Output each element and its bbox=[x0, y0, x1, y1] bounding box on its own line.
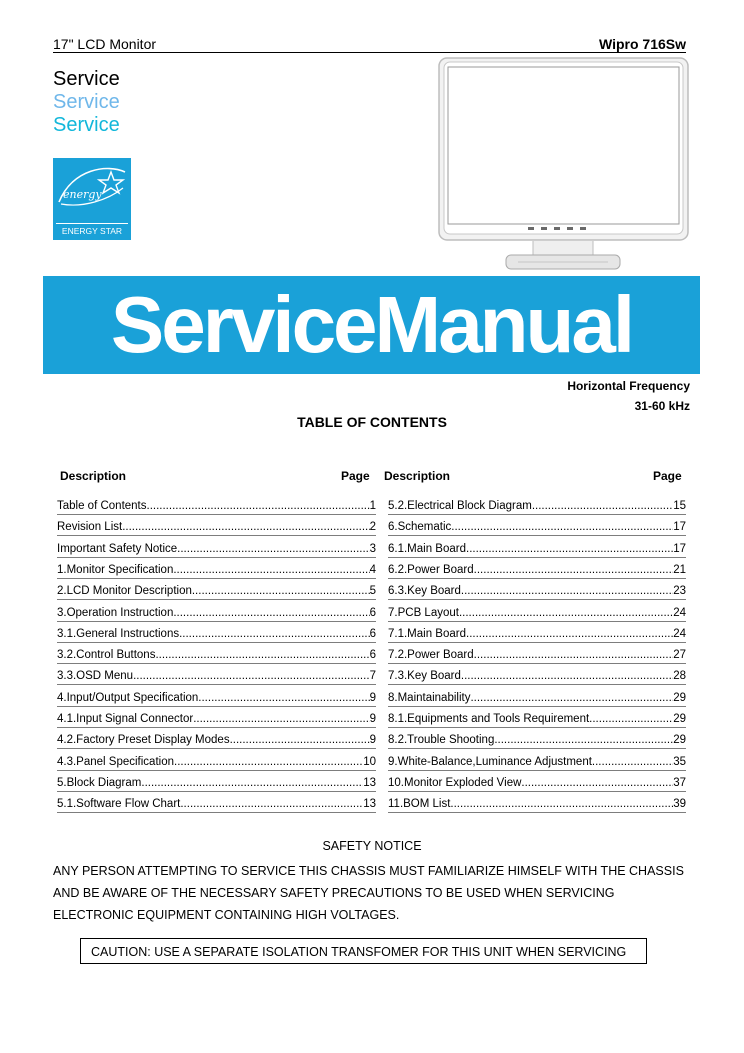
monitor-illustration bbox=[438, 57, 690, 273]
toc-leader-dots bbox=[466, 626, 673, 642]
toc-entry-page: 21 bbox=[673, 563, 686, 576]
energy-star-label: ENERGY STAR bbox=[61, 226, 123, 236]
toc-entry[interactable] bbox=[388, 562, 686, 579]
toc-entry[interactable] bbox=[57, 754, 376, 771]
toc-entry-title: 10.Monitor Exploded View bbox=[388, 776, 522, 789]
toc-entry-page: 17 bbox=[673, 521, 686, 534]
toc-entry[interactable] bbox=[57, 583, 376, 600]
toc-entry-title: 9.White-Balance,Luminance Adjustment bbox=[388, 755, 592, 768]
toc-left-page-header: Page bbox=[341, 469, 370, 483]
toc-entry-page: 39 bbox=[673, 798, 686, 811]
toc-entry-title: 8.2.Trouble Shooting bbox=[388, 734, 495, 747]
toc-leader-dots bbox=[122, 519, 369, 535]
toc-entry-page: 35 bbox=[673, 755, 686, 768]
toc-entry[interactable] bbox=[57, 541, 376, 558]
energy-star-logo bbox=[53, 158, 131, 240]
toc-entry[interactable] bbox=[57, 562, 376, 579]
toc-leader-dots bbox=[532, 498, 673, 514]
toc-entry-page: 6 bbox=[369, 606, 376, 619]
toc-entry-title: 7.3.Key Board bbox=[388, 670, 461, 683]
toc-right-description-header: Description bbox=[384, 469, 451, 483]
toc-entry[interactable] bbox=[388, 711, 686, 728]
toc-leader-dots bbox=[192, 583, 370, 599]
toc-entry-title: 8.1.Equipments and Tools Requirement bbox=[388, 713, 590, 725]
toc-entry-title: Important Safety Notice bbox=[57, 542, 178, 555]
toc-entry-title: 4.2.Factory Preset Display Modes bbox=[57, 734, 230, 747]
safety-notice-text bbox=[53, 860, 713, 926]
toc-entry[interactable] bbox=[57, 605, 376, 622]
toc-entry[interactable] bbox=[57, 711, 376, 728]
service-word-cyan: Service bbox=[53, 114, 120, 136]
toc-entry-page: 3 bbox=[369, 542, 376, 555]
toc-title: TABLE OF CONTENTS bbox=[297, 414, 447, 430]
toc-entry-title: 5.Block Diagram bbox=[57, 776, 142, 789]
toc-leader-dots bbox=[592, 754, 673, 770]
toc-leader-dots bbox=[230, 732, 370, 748]
toc-leader-dots bbox=[141, 775, 363, 791]
toc-entry-title: 6.1.Main Board bbox=[388, 542, 466, 555]
toc-entry-page: 27 bbox=[673, 649, 686, 662]
horizontal-frequency bbox=[567, 376, 690, 416]
toc-entry[interactable] bbox=[388, 775, 686, 792]
toc-entry[interactable] bbox=[57, 519, 376, 536]
toc-leader-dots bbox=[179, 626, 370, 642]
toc-leader-dots bbox=[198, 690, 369, 706]
toc-entry-title: Revision List bbox=[57, 521, 123, 534]
toc-entry-page: 29 bbox=[673, 691, 686, 704]
service-manual-banner bbox=[43, 276, 700, 374]
toc-entry[interactable] bbox=[388, 583, 686, 600]
toc-leader-dots bbox=[180, 796, 363, 812]
toc-leader-dots bbox=[589, 711, 673, 727]
toc-entry-title: 4.3.Panel Specification bbox=[57, 755, 174, 768]
header-product: Wipro 716Sw bbox=[598, 36, 686, 52]
safety-line: ANY PERSON ATTEMPTING TO SERVICE THIS CHASSIS MUST FAMILIARIZE HIMSELF WITH THE CHASSIS bbox=[53, 864, 684, 878]
toc-entry-page: 17 bbox=[673, 542, 686, 555]
toc-leader-dots bbox=[461, 668, 673, 684]
service-word-light-blue: Service bbox=[53, 91, 120, 113]
toc-leader-dots bbox=[173, 562, 369, 578]
toc-entry-page: 5 bbox=[369, 585, 376, 598]
toc-right-page-header: Page bbox=[653, 469, 682, 483]
toc-entry[interactable] bbox=[57, 668, 376, 685]
toc-entry-page: 9 bbox=[369, 713, 376, 725]
toc-leader-dots bbox=[451, 519, 673, 535]
toc-entry-title: 3.Operation Instruction bbox=[57, 606, 174, 619]
toc-leader-dots bbox=[155, 647, 369, 663]
safety-line: ELECTRONIC EQUIPMENT CONTAINING HIGH VOLTAGES. bbox=[53, 908, 400, 922]
toc-entry-title: 4.1.Input Signal Connector bbox=[57, 713, 194, 725]
toc-entry-page: 29 bbox=[673, 734, 686, 747]
toc-entry[interactable] bbox=[57, 690, 376, 707]
banner-title: ServiceManual bbox=[110, 280, 633, 369]
toc-entry-page: 7 bbox=[369, 670, 376, 683]
toc-entry-page: 24 bbox=[673, 627, 686, 640]
toc-entry[interactable] bbox=[57, 498, 376, 515]
toc-entry-page: 9 bbox=[369, 691, 376, 704]
service-word-black: Service bbox=[53, 68, 120, 90]
toc-leader-dots bbox=[494, 732, 673, 748]
energy-star-icon bbox=[53, 158, 131, 218]
toc-entry-page: 6 bbox=[369, 627, 376, 640]
toc-entry-page: 1 bbox=[369, 500, 376, 512]
toc-leader-dots bbox=[147, 498, 370, 514]
toc-entry-page: 10 bbox=[363, 755, 376, 768]
caution-box: CAUTION: USE A SEPARATE ISOLATION TRANSFOMER FOR THIS UNIT WHEN SERVICING bbox=[80, 938, 647, 964]
toc-entry[interactable] bbox=[57, 626, 376, 643]
toc-entry-title: 2.LCD Monitor Description bbox=[57, 585, 192, 598]
header-model: 17" LCD Monitor bbox=[53, 36, 157, 52]
safety-notice-title: SAFETY NOTICE bbox=[322, 839, 422, 853]
toc-entry[interactable] bbox=[388, 605, 686, 622]
toc-entry-page: 6 bbox=[369, 649, 376, 662]
toc-leader-dots bbox=[459, 605, 673, 621]
toc-entry[interactable] bbox=[388, 796, 686, 813]
toc-entry-title: 1.Monitor Specification bbox=[57, 563, 174, 576]
toc-entry[interactable] bbox=[388, 647, 686, 664]
toc-entry-title: 7.2.Power Board bbox=[388, 649, 474, 662]
toc-entry-page: 24 bbox=[673, 606, 686, 619]
toc-leader-dots bbox=[466, 541, 673, 557]
toc-leader-dots bbox=[173, 605, 369, 621]
toc-entry-page: 9 bbox=[369, 734, 376, 747]
header-rule bbox=[53, 52, 686, 53]
toc-entry-title: 8.Maintainability bbox=[388, 691, 471, 704]
toc-entry[interactable] bbox=[57, 775, 376, 792]
toc-entry[interactable] bbox=[57, 732, 376, 749]
toc-leader-dots bbox=[177, 541, 369, 557]
toc-entry-page: 37 bbox=[673, 776, 686, 789]
toc-entry-page: 13 bbox=[363, 776, 376, 789]
toc-leader-dots bbox=[174, 754, 363, 770]
toc-entry-page: 13 bbox=[363, 798, 376, 811]
toc-leader-dots bbox=[133, 668, 370, 684]
toc-entry-title: 3.2.Control Buttons bbox=[57, 649, 156, 662]
toc-leader-dots bbox=[450, 796, 673, 812]
toc-entry-title: 5.2.Electrical Block Diagram bbox=[388, 500, 532, 512]
toc-leader-dots bbox=[470, 690, 673, 706]
toc-entry-title: 7.1.Main Board bbox=[388, 627, 466, 640]
energy-script: energy bbox=[63, 188, 102, 201]
toc-leader-dots bbox=[193, 711, 369, 727]
toc-leader-dots bbox=[474, 562, 674, 578]
toc-entry-title: Table of Contents bbox=[57, 500, 147, 512]
toc-entry-page: 29 bbox=[673, 713, 686, 725]
toc-entry-title: 11.BOM List bbox=[388, 798, 451, 811]
toc-entry[interactable] bbox=[388, 732, 686, 749]
toc-entry[interactable] bbox=[388, 754, 686, 771]
toc-entry-page: 28 bbox=[673, 670, 686, 683]
toc-entry[interactable] bbox=[388, 541, 686, 558]
toc-entry-page: 23 bbox=[673, 585, 686, 598]
toc-leader-dots bbox=[521, 775, 673, 791]
toc-leader-dots bbox=[461, 583, 673, 599]
toc-left-description-header: Description bbox=[60, 469, 127, 483]
toc-entry[interactable] bbox=[388, 626, 686, 643]
toc-entry-title: 3.3.OSD Menu bbox=[57, 670, 134, 683]
energy-star-divider bbox=[56, 223, 128, 224]
toc-entry-title: 6.Schematic bbox=[388, 521, 452, 534]
toc-entry[interactable] bbox=[57, 647, 376, 664]
toc-entry-title: 6.2.Power Board bbox=[388, 563, 474, 576]
toc-entry-page: 4 bbox=[369, 563, 376, 576]
toc-entry[interactable] bbox=[388, 690, 686, 707]
hfreq-label: Horizontal Frequency bbox=[567, 379, 690, 393]
toc-entry-title: 5.1.Software Flow Chart bbox=[57, 798, 181, 811]
toc-entry-page: 15 bbox=[673, 500, 686, 512]
toc-entry-title: 3.1.General Instructions bbox=[57, 627, 180, 640]
toc-entry[interactable] bbox=[388, 519, 686, 536]
toc-entry[interactable] bbox=[388, 498, 686, 515]
toc-leader-dots bbox=[474, 647, 674, 663]
toc-entry[interactable] bbox=[388, 668, 686, 685]
hfreq-value: 31-60 kHz bbox=[634, 399, 690, 413]
toc-entry-title: 4.Input/Output Specification bbox=[57, 691, 199, 704]
toc-entry[interactable] bbox=[57, 796, 376, 813]
toc-entry-title: 6.3.Key Board bbox=[388, 585, 461, 598]
safety-line: AND BE AWARE OF THE NECESSARY SAFETY PRECAUTIONS TO BE USED WHEN SERVICING bbox=[53, 886, 615, 900]
toc-entry-page: 2 bbox=[369, 521, 376, 534]
toc-entry-title: 7.PCB Layout bbox=[388, 606, 459, 619]
